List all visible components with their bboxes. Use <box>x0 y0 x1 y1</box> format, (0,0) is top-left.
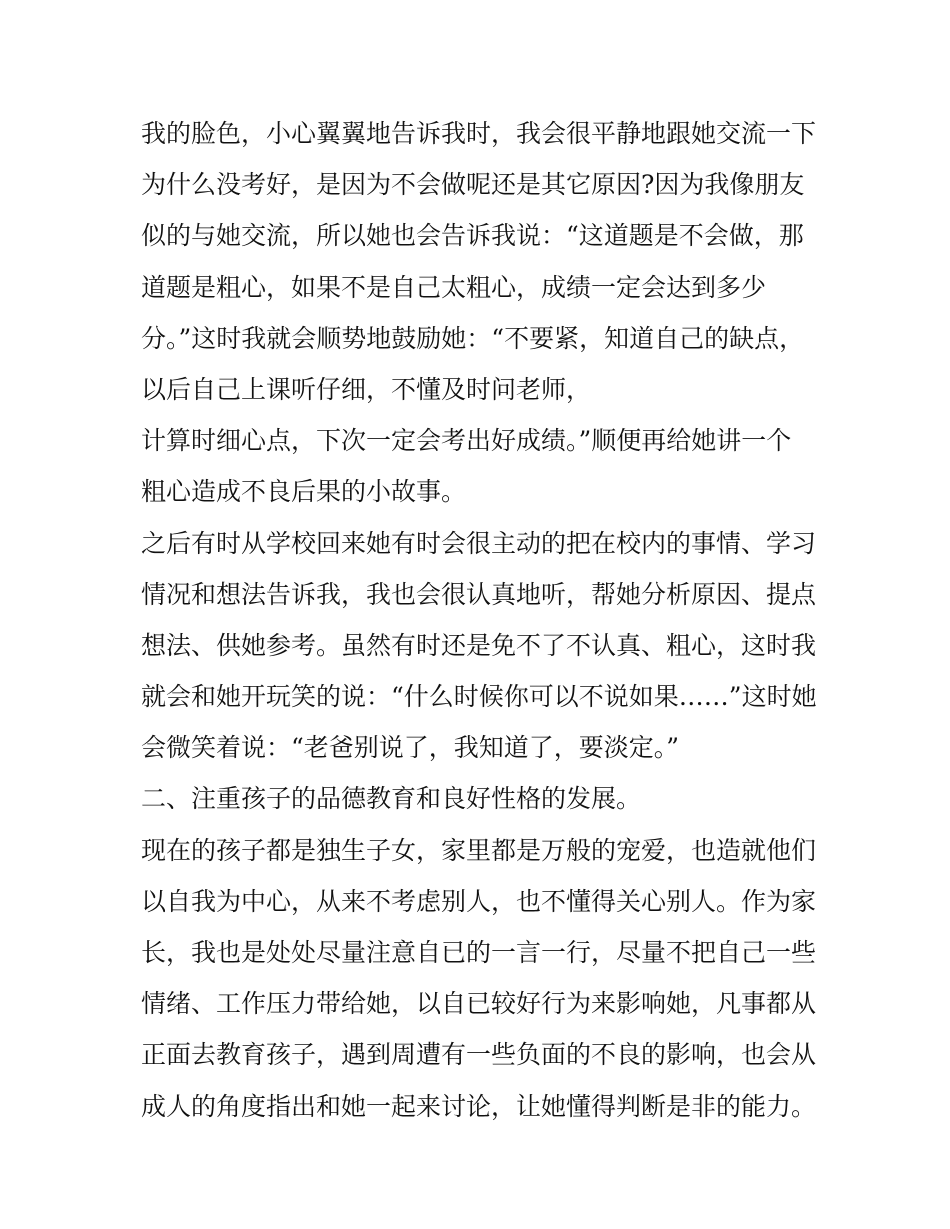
text-line: 我的脸色，小心翼翼地告诉我时，我会很平静地跟她交流一下 <box>141 119 817 148</box>
text-line: 似的与她交流，所以她也会告诉我说：“这道题是不会做，那 <box>141 221 804 251</box>
text-line: 长，我也是处处尽量注意自已的一言一行，尽量不把自己一些 <box>141 938 817 967</box>
text-line: 道题是粗心，如果不是自己太粗心，成绩一定会达到多少 <box>141 272 767 302</box>
text-line: 粗心造成不良后果的小故事。 <box>141 477 467 507</box>
text-line: 想法、供她参考。虽然有时还是免不了不认真、粗心，这时我 <box>141 630 817 660</box>
text-line: 现在的孩子都是独生子女，家里都是万般的宠爱，也造就他们 <box>141 835 817 865</box>
text-line: 计算时细心点，下次一定会考出好成绩。”顺便再给她讲一个 <box>141 426 792 456</box>
text-line: 情况和想法告诉我，我也会很认真地听，帮她分析原因、提点 <box>141 579 817 609</box>
text-line: 成人的角度指出和她一起来讨论，让她懂得判断是非的能力。 <box>141 1091 817 1121</box>
section-heading: 二、注重孩子的品德教育和良好性格的发展。 <box>141 784 642 814</box>
text-line: 以后自己上课听仔细，不懂及时问老师， <box>141 374 592 404</box>
text-line: 为什么没考好，是因为不会做呢还是其它原因?因为我像朋友 <box>141 170 805 200</box>
text-line: 之后有时从学校回来她有时会很主动的把在校内的事情、学习 <box>141 528 817 558</box>
document-body <box>141 108 821 1132</box>
text-line: 情绪、工作压力带给她，以自已较好行为来影响她，凡事都从 <box>141 989 817 1019</box>
text-line: 就会和她开玩笑的说：“什么时候你可以不说如果……”这时她 <box>141 682 817 712</box>
text-line: 正面去教育孩子，遇到周遭有一些负面的不良的影响，也会从 <box>141 1040 817 1070</box>
text-line: 分。”这时我就会顺势地鼓励她：“不要紧，知道自己的缺点， <box>141 323 805 353</box>
text-line: 以自我为中心，从来不考虑别人，也不懂得关心别人。作为家 <box>141 886 817 916</box>
text-line: 会微笑着说：“老爸别说了，我知道了，要淡定。” <box>141 733 680 763</box>
